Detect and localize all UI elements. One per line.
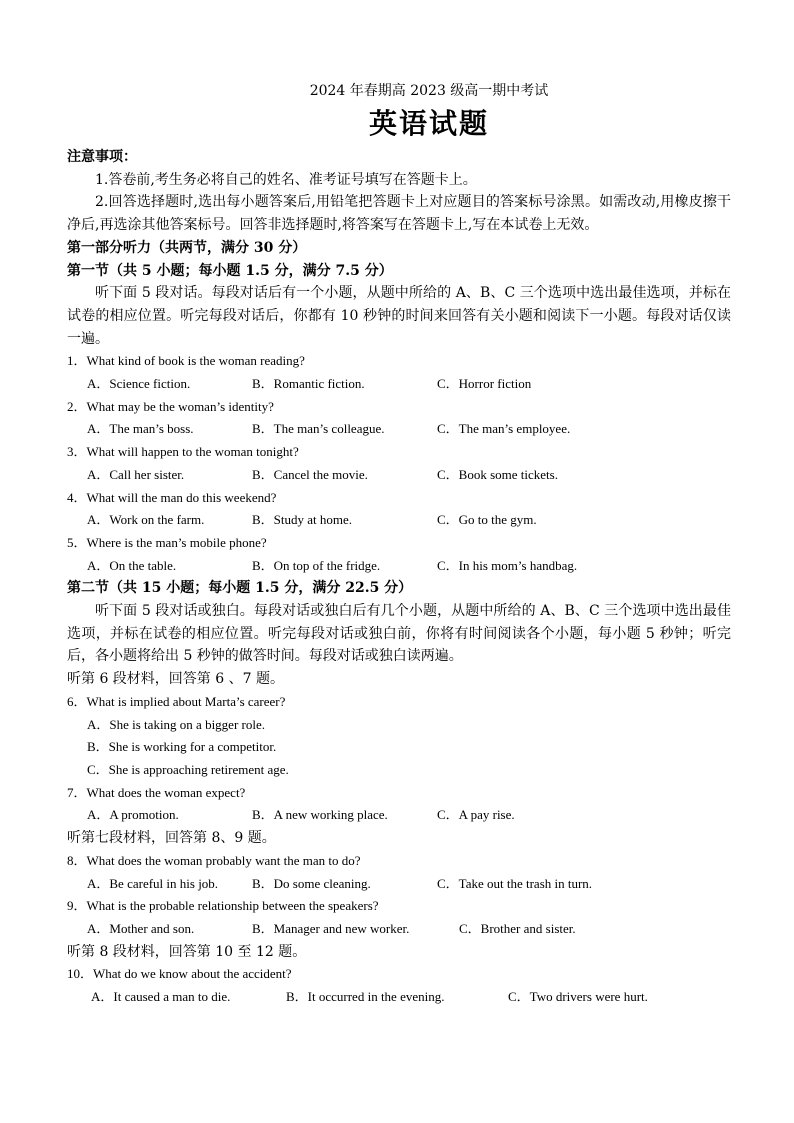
question-5-stem: 5．Where is the man’s mobile phone?: [67, 534, 267, 550]
question-8-stem: 8．What does the woman probably want the man to do?: [67, 852, 361, 868]
section2-instructions: 听下面 5 段对话或独白。每段对话或独白后有几个小题，从题中所给的 A、B、C 三个选项中选出最佳选项，并标在试卷的相应位置。听完每段对话或独白前，你将有时间阅读各个小题，每小题 5 秒钟；听完后，各小题将给出 5 秒钟的做答时间。每段对话或独白读两遍。: [67, 603, 731, 665]
question-10-stem: 10．What do we know about the accident?: [67, 966, 292, 982]
notice-item-1: 1.答卷前,考生务必将自己的姓名、准考证号填写在答题卡上。: [95, 171, 477, 188]
question-2-option-a: A．The man’s boss.: [87, 421, 194, 437]
question-9-option-c: C．Brother and sister.: [459, 920, 576, 936]
question-4-stem: 4．What will the man do this weekend?: [67, 489, 277, 505]
question-2-stem: 2．What may be the woman’s identity?: [67, 398, 274, 414]
question-5-option-c: C．In his mom’s handbag.: [437, 557, 578, 573]
question-4-option-a: A．Work on the farm.: [87, 512, 205, 528]
question-5-option-a: A．On the table.: [87, 557, 177, 573]
question-10-options: [67, 986, 731, 1009]
question-10-option-c: C．Two drivers were hurt.: [508, 989, 648, 1005]
question-7-option-a: A．A promotion.: [87, 807, 179, 823]
question-1-option-c: C．Horror fiction: [437, 376, 532, 392]
question-7-option-c: C．A pay rise.: [437, 807, 515, 823]
material-6-heading: 听第 6 段材料，回答第 6 、7 题。: [67, 671, 284, 688]
question-8-options: [67, 873, 731, 896]
question-8-option-c: C．Take out the trash in turn.: [437, 875, 593, 891]
notice-item-2: 2.回答选择题时,选出每小题答案后,用铅笔把答题卡上对应题目的答案标号涂黑。如需改动,用橡皮擦干净后,再选涂其他答案标号。回答非选择题时,将答案写在答题卡上,写在本试卷上无效。: [67, 194, 731, 234]
exam-page: [67, 80, 731, 1009]
question-1-options: [67, 373, 731, 396]
question-7-stem: 7．What does the woman expect?: [67, 784, 246, 800]
question-3-option-b: B．Cancel the movie.: [252, 466, 368, 482]
question-3-options: [67, 464, 731, 487]
question-8-option-b: B．Do some cleaning.: [252, 875, 371, 891]
part1-heading: 第一部分听力（共两节，满分 30 分）: [67, 239, 307, 256]
question-6-stem: 6．What is implied about Marta’s career?: [67, 693, 286, 709]
question-1-option-a: A．Science fiction.: [87, 376, 191, 392]
question-7-option-b: B．A new working place.: [252, 807, 388, 823]
question-6-option-b: B．She is working for a competitor.: [87, 739, 277, 755]
question-10-option-a: A．It caused a man to die.: [91, 989, 231, 1005]
question-1-stem: 1．What kind of book is the woman reading?: [67, 353, 305, 369]
section1-instructions: 听下面 5 段对话。每段对话后有一个小题，从题中所给的 A、B、C 三个选项中选出最佳选项，并标在试卷的相应位置。听完每段对话后，你都有 10 秒钟的时间来回答有关小题和阅读下一小题。每段对话仅读一遍。: [67, 285, 731, 347]
question-7-options: [67, 804, 731, 827]
question-8-option-a: A．Be careful in his job.: [87, 875, 219, 891]
question-1-option-b: B．Romantic fiction.: [252, 376, 365, 392]
question-3-option-c: C．Book some tickets.: [437, 466, 558, 482]
question-4-options: [67, 509, 731, 532]
question-3-option-a: A．Call her sister.: [87, 466, 185, 482]
question-6-option-a: A．She is taking on a bigger role.: [87, 716, 265, 732]
question-2-options: [67, 418, 731, 441]
question-5-options: [67, 555, 731, 578]
question-9-option-b: B．Manager and new worker.: [252, 920, 410, 936]
question-4-option-c: C．Go to the gym.: [437, 512, 537, 528]
question-10-option-b: B．It occurred in the evening.: [286, 989, 445, 1005]
exam-subtitle: 2024 年春期高 2023 级高一期中考试: [309, 83, 549, 99]
material-7-heading: 听第七段材料，回答第 8、9 题。: [67, 830, 276, 847]
notice-heading: 注意事项：: [67, 149, 137, 165]
question-3-stem: 3．What will happen to the woman tonight?: [67, 444, 299, 460]
question-4-option-b: B．Study at home.: [252, 512, 353, 528]
material-8-heading: 听第 8 段材料，回答第 10 至 12 题。: [67, 943, 307, 960]
question-5-option-b: B．On top of the fridge.: [252, 557, 381, 573]
exam-title: 英语试题: [368, 107, 489, 140]
section2-heading: 第二节（共 15 小题；每小题 1.5 分，满分 22.5 分）: [67, 580, 413, 597]
section1-heading: 第一节（共 5 小题；每小题 1.5 分，满分 7.5 分）: [67, 262, 393, 279]
question-2-option-c: C．The man’s employee.: [437, 421, 571, 437]
question-9-options: [67, 918, 731, 941]
question-6-option-c: C．She is approaching retirement age.: [87, 761, 289, 777]
question-9-option-a: A．Mother and son.: [87, 920, 195, 936]
question-9-stem: 9．What is the probable relationship between the speakers?: [67, 898, 379, 914]
question-2-option-b: B．The man’s colleague.: [252, 421, 385, 437]
